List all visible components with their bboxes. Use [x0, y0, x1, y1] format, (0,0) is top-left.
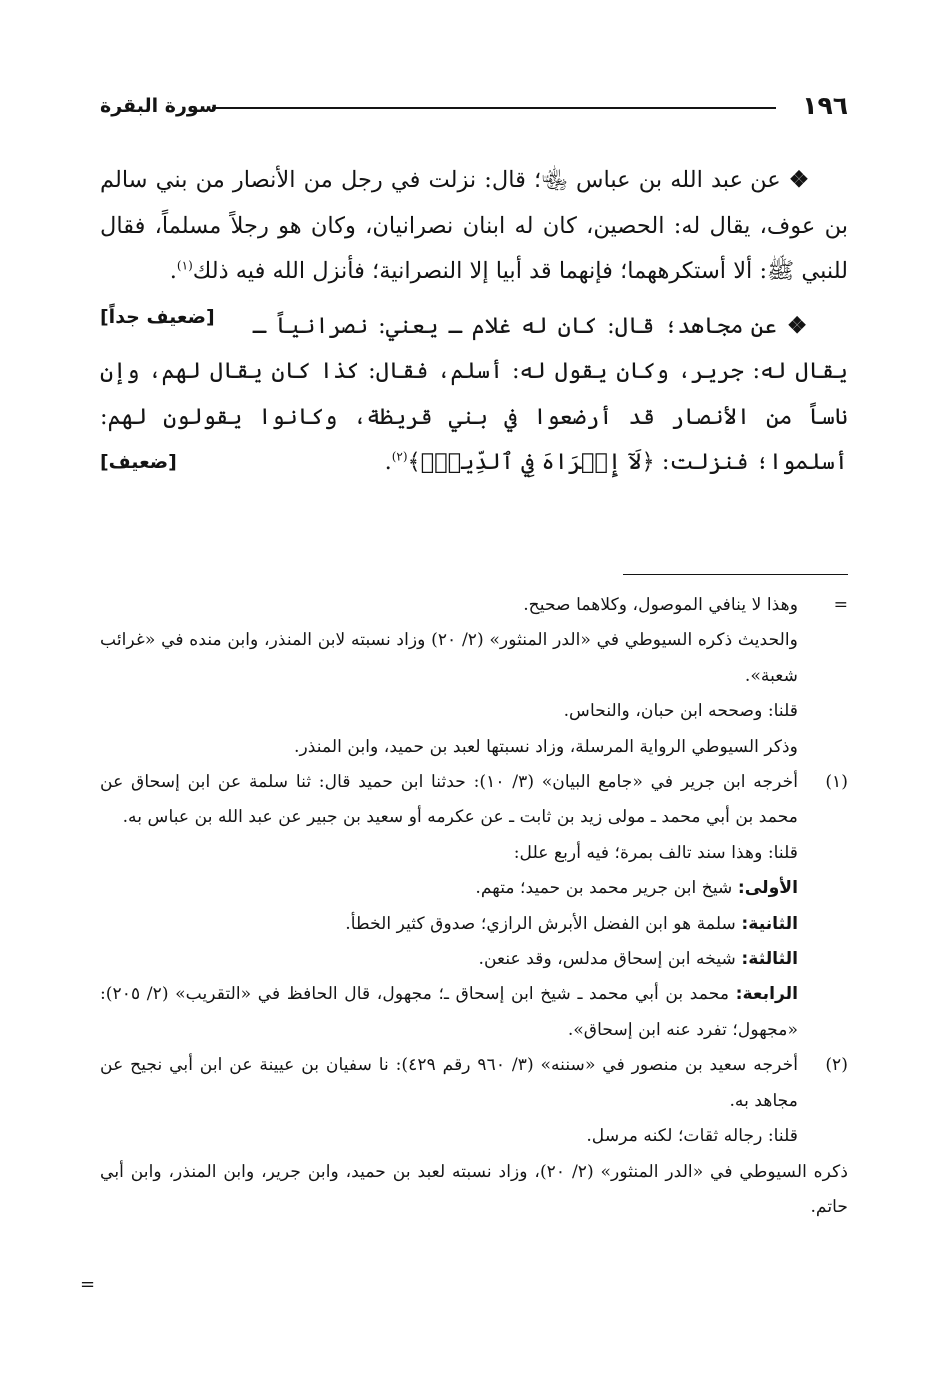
footnote-line: وذكر السيوطي الرواية المرسلة، وزاد نسبتها لعبد بن حميد، وابن المنذر. [294, 736, 798, 757]
footnote-ref-2: (٢) [391, 449, 408, 464]
header-rule [212, 107, 776, 109]
footnote-1 [100, 765, 848, 1048]
hadith-1 [100, 158, 848, 328]
illa-label: الثانية: [741, 913, 798, 934]
footnote-2-closing: ذكره السيوطي في «الدر المنثور» (٢/ ٢٠)، وزاد نسبته لعبد بن حميد، وابن جرير، وابن المنذر، وابن أبي حاتم. [100, 1161, 848, 1217]
illa-text: شيخ ابن جرير محمد بن حميد؛ متهم. [475, 878, 733, 899]
hadith-star-icon: ❖ [788, 167, 811, 193]
footnote-ref-1: (١) [176, 258, 193, 273]
illa-2 [100, 907, 798, 942]
footnote-line: وهذا لا ينافي الموصول، وكلاهما صحيح. [523, 595, 798, 615]
hadith-star-icon: ❖ [786, 312, 811, 339]
hadith-1-text: عن عبد الله بن عباس ﵄؛ قال: نزلت في رجل من الأنصار من بني سالم بن عوف، يقال له: الحصين، كان له ابنان نصرانيان، وكان هو رجلاً مسلماً، فقال للنبي ﷺ: ألا أستكرههما؛ فإنهما قد أبيا إلا النصرانية؛ فأنزل الله فيه ذلك [100, 167, 848, 284]
hadith-2-text: عن مجاهد؛ قال: كان له غلام ـ يعني: نصرانياً ـ يقال له: جرير، وكان يقول له: أسلم، فقال: كذا كان يقال لهم، وإن ناساً من الأنصار قد أرضعوا في بني قريظة، وكانوا يقولون لهم: أسلموا؛ فنزلت: [100, 312, 848, 475]
hadith-1-end: . [169, 258, 177, 284]
illa-label: الثالثة: [741, 949, 798, 970]
footnote-2 [100, 1048, 848, 1154]
illa-label: الأولى: [737, 878, 798, 899]
footnote-1-note: قلنا: وهذا سند تالف بمرة؛ فيه أربع علل: [513, 842, 798, 863]
hadith-2-end: . [384, 449, 392, 475]
footnotes [100, 588, 848, 1225]
illa-label: الرابعة: [735, 984, 799, 1005]
continuation-marker: = [833, 595, 848, 615]
page-header [100, 88, 848, 128]
footnote-2-note: قلنا: رجاله ثقات؛ لكنه مرسل. [586, 1126, 798, 1147]
footnote-1-intro: أخرجه ابن جرير في «جامع البيان» (٣/ ١٠): حدثنا ابن حميد قال: ثنا سلمة عن ابن إسحاق عن محمد بن أبي محمد ـ مولى زيد بن ثابت ـ عن عكرمه أو سعيد بن جبير عن عبد الله بن عباس به. [100, 772, 798, 828]
footnote-continuation [100, 588, 848, 765]
illa-1 [100, 871, 798, 906]
illa-text: سلمة هو ابن الفضل الأبرش الرازي؛ صدوق كثير الخطأ. [345, 913, 736, 934]
footnote-2-intro: أخرجه سعيد بن منصور في «سننه» (٣/ ٩٦٠ رقم ٤٢٩): نا سفيان بن عيينة عن ابن أبي نجيح عن مجاهد به. [100, 1055, 798, 1111]
illa-4 [100, 977, 798, 1048]
footnote-1-marker: (١) [825, 772, 848, 793]
illa-text: شيخه ابن إسحاق مدلس، وقد عنعن. [478, 949, 736, 970]
footnote-separator [623, 574, 848, 575]
grade-badge-2: [ضعيف] [100, 451, 177, 473]
illa-3 [100, 942, 798, 977]
footnote-line: قلنا: وصححه ابن حبان، والنحاس. [563, 701, 798, 722]
surah-name: سورة البقرة [100, 95, 218, 117]
quran-verse: ﴿لَآ إِكۡرَاهَ فِي ٱلدِّينِۖ﴾ [407, 449, 655, 475]
illa-text: محمد بن أبي محمد ـ شيخ ابن إسحاق ـ؛ مجهول، قال الحافظ في «التقريب» (٢/ ٢٠٥): «مجهول؛ تفرد عنه ابن إسحاق». [100, 984, 798, 1040]
main-text [100, 158, 848, 495]
grade-badge-1: [ضعيف جداً] [100, 305, 215, 328]
footnote-line: والحديث ذكره السيوطي في «الدر المنثور» (٢/ ٢٠) وزاد نسبته لابن المنذر، وابن منده في «غرائب شعبة». [100, 630, 798, 686]
continuation-mark: = [80, 1274, 96, 1295]
footnote-2-marker: (٢) [825, 1055, 848, 1076]
page-number: ١٩٦ [802, 91, 848, 120]
